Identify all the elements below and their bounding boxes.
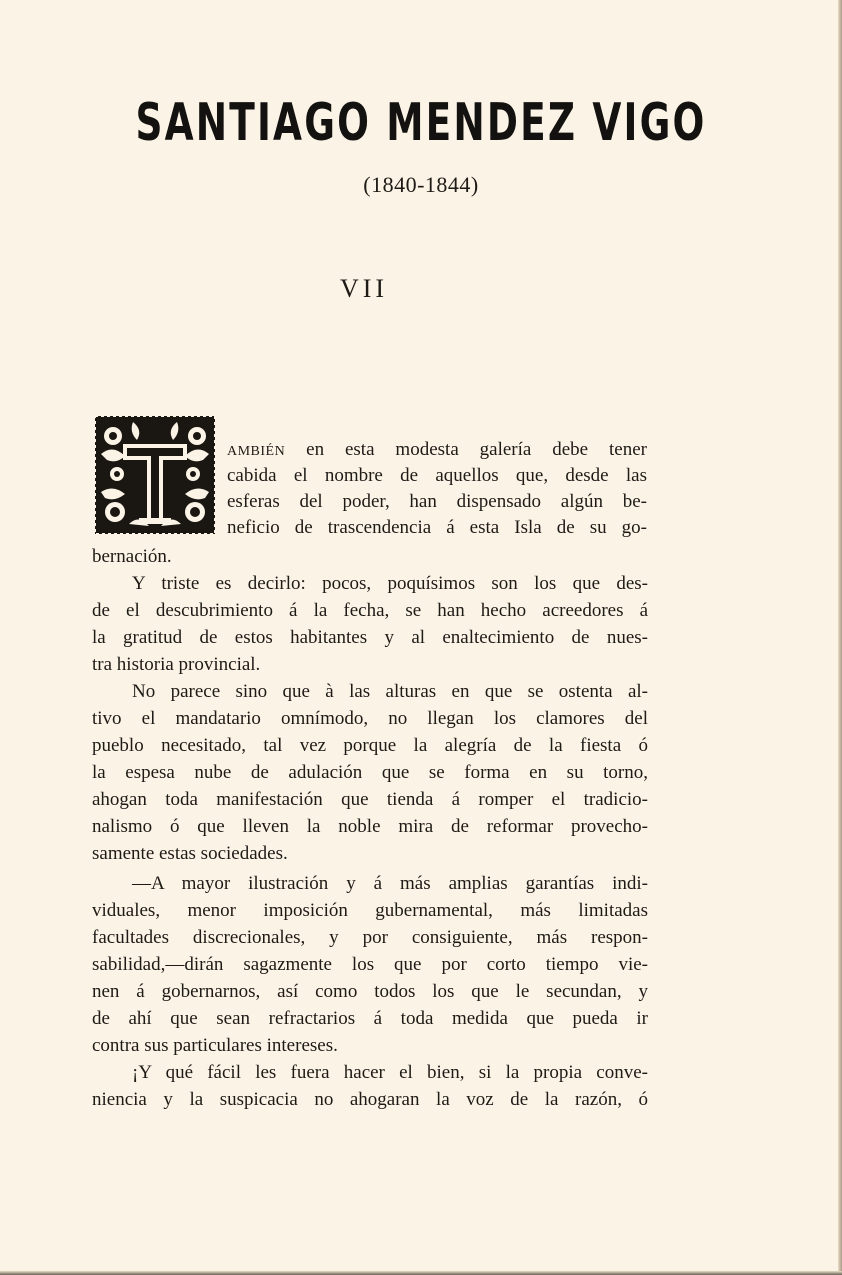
- line-text: ¡Y qué fácil les fuera hacer el bien, si la propia conve-: [132, 1062, 648, 1083]
- text-line: [92, 1034, 338, 1058]
- text-line: [92, 815, 648, 839]
- drop-cap-initial-t: [93, 414, 217, 536]
- drop-cap-continuation: AMBIÉN: [227, 444, 286, 459]
- line-text: sabilidad,—dirán sagazmente los que por corto tiempo vie-: [92, 954, 648, 975]
- line-text: nen á gobernarnos, así como todos los que le secundan, y: [92, 981, 648, 1002]
- date-range: (1840-1844): [363, 172, 479, 197]
- text-line: [132, 872, 648, 896]
- line-text: esferas del poder, han dispensado algún be-: [227, 491, 647, 512]
- line-text: nalismo ó que lleven la noble mira de reformar provecho-: [92, 816, 648, 837]
- text-line: [92, 980, 648, 1004]
- line-text: bernación.: [92, 546, 172, 567]
- line-text: —A mayor ilustración y á más amplias garantías indi-: [132, 873, 648, 894]
- text-line: [92, 953, 648, 977]
- line-text: tivo el mandatario omnímodo, no llegan los clamores del: [92, 708, 648, 729]
- text-line: [92, 788, 648, 812]
- text-line: [92, 761, 648, 785]
- text-line: [92, 707, 648, 731]
- text-line: [92, 626, 648, 650]
- line-text: la espesa nube de adulación que se forma en su torno,: [92, 762, 648, 783]
- text-line: [92, 734, 648, 758]
- text-line: [227, 516, 647, 540]
- text-line: [227, 438, 647, 464]
- line-text: de el descubrimiento á la fecha, se han hecho acreedores á: [92, 600, 648, 621]
- chapter-number: VII: [340, 274, 389, 303]
- page-title: SANTIAGO MENDEZ VIGO: [135, 93, 707, 153]
- text-line: [92, 599, 648, 623]
- line-text: ahogan toda manifestación que tienda á romper el tradicio-: [92, 789, 648, 810]
- ornate-initial-icon: [93, 414, 217, 536]
- line-text: en esta modesta galería debe tener: [285, 439, 647, 460]
- line-text: contra sus particulares intereses.: [92, 1035, 338, 1056]
- page-edge-bottom: [0, 1271, 842, 1275]
- line-text: Y triste es decirlo: pocos, poquísimos son los que des-: [132, 573, 648, 594]
- text-line: [92, 1088, 648, 1112]
- line-text: cabida el nombre de aquellos que, desde las: [227, 465, 647, 486]
- line-text: pueblo necesitado, tal vez porque la alegría de la fiesta ó: [92, 735, 648, 756]
- text-line: [132, 572, 648, 596]
- text-line: [132, 1061, 648, 1085]
- text-line: [92, 653, 260, 677]
- text-line: [227, 490, 647, 514]
- text-line: [92, 926, 648, 950]
- line-text: tra historia provincial.: [92, 654, 261, 675]
- text-line: [92, 842, 288, 866]
- text-line: [132, 680, 648, 704]
- line-text: de ahí que sean refractarios á toda medida que pueda ir: [92, 1008, 648, 1029]
- line-text: viduales, menor imposición gubernamental, más limitadas: [92, 900, 648, 921]
- text-line: [92, 899, 648, 923]
- line-text: la gratitud de estos habitantes y al enaltecimiento de nues-: [92, 627, 648, 648]
- line-text: niencia y la suspicacia no ahogaran la voz de la razón, ó: [92, 1089, 648, 1110]
- line-text: facultades discrecionales, y por consiguiente, más respon-: [92, 927, 648, 948]
- line-text: No parece sino que à las alturas en que se ostenta al-: [132, 681, 648, 702]
- text-line: [92, 545, 172, 569]
- line-text: samente estas sociedades.: [92, 843, 288, 864]
- text-line: [92, 1007, 648, 1031]
- text-line: [227, 464, 647, 488]
- line-text: neficio de trascendencia á esta Isla de su go-: [227, 517, 647, 538]
